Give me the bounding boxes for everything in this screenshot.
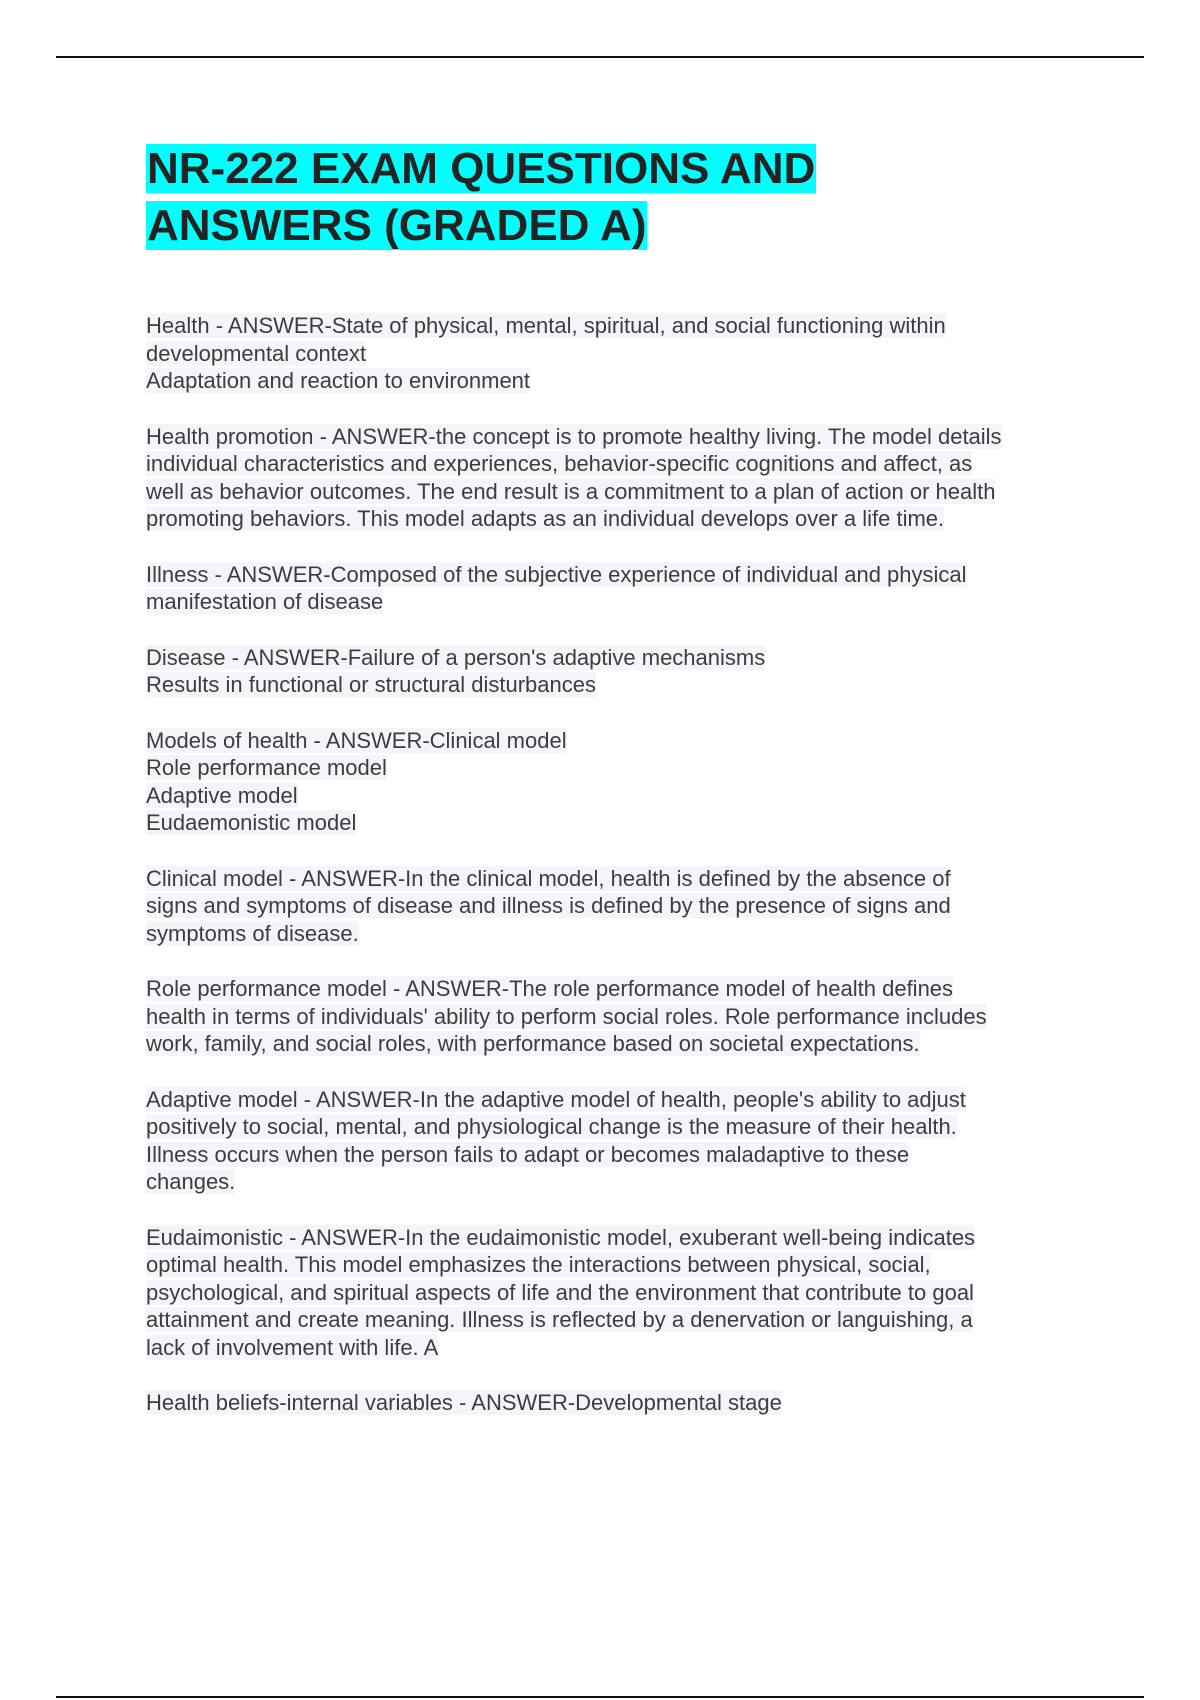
entry-line: Health beliefs-internal variables - ANSWER-Developmental stage <box>146 1390 782 1415</box>
entry-line: Eudaimonistic - ANSWER-In the eudaimonistic model, exuberant well-being indicates <box>146 1224 976 1250</box>
title-line-2: ANSWERS (GRADED A) <box>147 201 647 250</box>
title-line-1: NR-222 EXAM QUESTIONS AND <box>147 144 816 193</box>
qa-entry-health-beliefs <box>146 1389 1106 1417</box>
qa-entry-eudaimonistic <box>146 1224 1106 1362</box>
entry-line: psychological, and spiritual aspects of life and the environment that contribute to goal <box>146 1279 974 1305</box>
entry-line: Health promotion - ANSWER-the concept is to promote healthy living. The model details <box>146 423 1002 449</box>
entry-line: Role performance model - ANSWER-The role performance model of health defines <box>146 976 954 1001</box>
qa-entry-illness <box>146 561 1106 616</box>
entry-line: Disease - ANSWER-Failure of a person's adaptive mechanisms <box>146 644 766 670</box>
entry-line: Adaptation and reaction to environment <box>146 368 531 393</box>
entry-line: Results in functional or structural disturbances <box>146 672 596 697</box>
entry-line: developmental context <box>146 340 367 366</box>
qa-entry-adaptive-model <box>146 1086 1106 1196</box>
entry-line: Illness occurs when the person fails to adapt or becomes maladaptive to these <box>146 1141 910 1167</box>
title-highlight <box>146 144 816 250</box>
qa-entry-clinical-model <box>146 865 1106 948</box>
entry-line: Health - ANSWER-State of physical, mental, spiritual, and social functioning within <box>146 313 946 338</box>
entry-line: promoting behaviors. This model adapts as an individual develops over a life time. <box>146 506 945 531</box>
entry-line: optimal health. This model emphasizes the interactions between physical, social, <box>146 1252 931 1277</box>
entry-line: positively to social, mental, and physiological change is the measure of their health. <box>146 1114 957 1139</box>
entry-line: well as behavior outcomes. The end result is a commitment to a plan of action or health <box>146 478 996 504</box>
document-title <box>146 140 1106 254</box>
entry-line: Clinical model - ANSWER-In the clinical model, health is defined by the absence of <box>146 865 951 891</box>
qa-entry-disease <box>146 644 1106 699</box>
entry-line: Role performance model <box>146 755 387 780</box>
entry-line: Adaptive model <box>146 782 298 808</box>
entry-line: Illness - ANSWER-Composed of the subjective experience of individual and physical <box>146 561 967 587</box>
entry-line: work, family, and social roles, with performance based on societal expectations. <box>146 1031 920 1056</box>
entry-line: changes. <box>146 1169 236 1194</box>
entry-line: health in terms of individuals' ability to perform social roles. Role performance includes <box>146 1003 987 1029</box>
entry-line: individual characteristics and experiences, behavior-specific cognitions and affect, as <box>146 451 973 476</box>
entry-line: symptoms of disease. <box>146 920 359 946</box>
entry-line: attainment and create meaning. Illness is reflected by a denervation or languishing, a <box>146 1307 973 1332</box>
entry-line: Eudaemonistic model <box>146 810 357 835</box>
entry-line: lack of involvement with life. A <box>146 1334 439 1360</box>
qa-entry-models-of-health <box>146 727 1106 837</box>
qa-entry-health-promotion <box>146 423 1106 533</box>
top-divider <box>56 56 1144 58</box>
qa-entry-role-performance-model <box>146 975 1106 1058</box>
qa-entry-health <box>146 312 1106 395</box>
entry-line: manifestation of disease <box>146 589 384 614</box>
entry-line: signs and symptoms of disease and illness is defined by the presence of signs and <box>146 893 951 918</box>
entry-line: Adaptive model - ANSWER-In the adaptive model of health, people's ability to adjust <box>146 1086 966 1112</box>
bottom-divider <box>56 1696 1144 1698</box>
document-body <box>146 140 1106 1445</box>
entry-line: Models of health - ANSWER-Clinical model <box>146 727 567 753</box>
